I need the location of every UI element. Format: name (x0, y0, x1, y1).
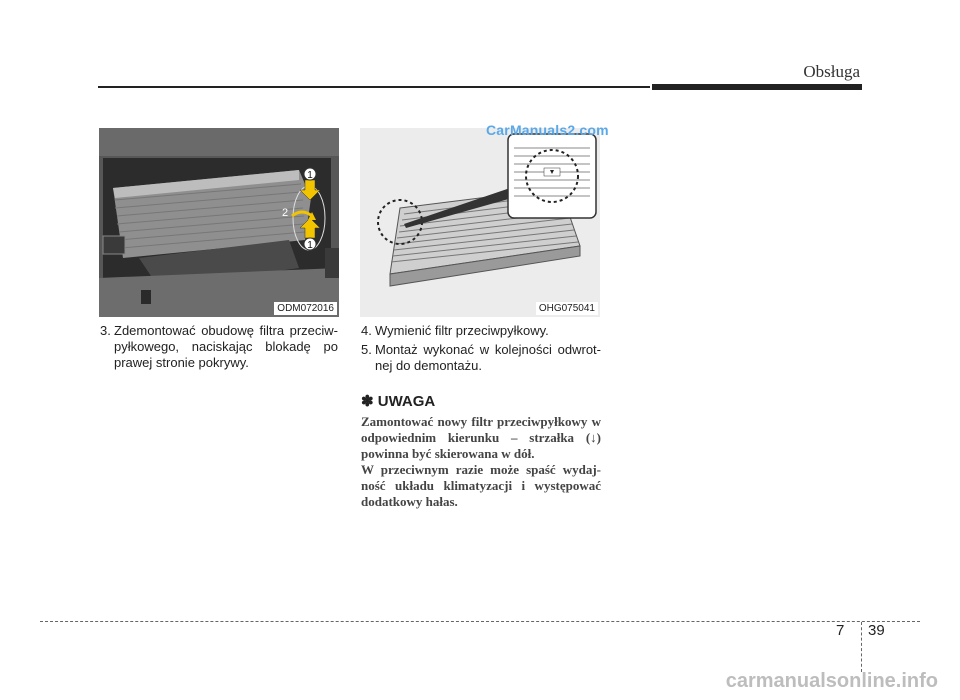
header-rule (98, 86, 650, 88)
page-number: 39 (868, 622, 885, 639)
footer-rule (40, 621, 920, 622)
callout-2: 2 (281, 207, 289, 219)
note-title: UWAGA (377, 393, 436, 410)
note-heading (361, 392, 435, 410)
figure-cabin-filter (360, 128, 600, 317)
note-paragraph: Zamontować nowy filtr przeciwpyłkowy w odpowiednim kierunku – strzałka (↓) powinna być skierowana w dół. (361, 414, 601, 461)
note-paragraph: W przeciwnym razie może spaść wydaj-ność układu klimatyzacji i występować dodatkowy hałas. (361, 462, 601, 509)
step-number: 5. (361, 342, 372, 357)
chapter-number: 7 (836, 622, 845, 639)
figure-caption: ODM072016 (274, 302, 337, 315)
step-4 (361, 323, 601, 341)
step-text: Zdemontować obudowę filtra przeciw-pyłkowego, naciskając blokadę po prawej stronie pokrywy. (114, 323, 338, 370)
step-number: 3. (100, 323, 111, 338)
note-symbol-icon: ✽ (361, 393, 374, 410)
header-bar (652, 84, 862, 90)
note-body (361, 414, 601, 510)
figure-caption: OHG075041 (536, 302, 598, 315)
svg-text:1: 1 (307, 240, 313, 251)
step-5 (361, 342, 601, 376)
watermark-bottom: carmanualsonline.info (725, 670, 938, 692)
step-3 (100, 323, 340, 373)
svg-text:1: 1 (307, 170, 313, 181)
cabin-filter-illustration (360, 128, 600, 317)
watermark-top: CarManuals2.com (486, 122, 609, 138)
filter-housing-illustration (99, 128, 339, 317)
figure-filter-housing (99, 128, 339, 317)
step-number: 4. (361, 323, 372, 338)
step-text: Montaż wykonać w kolejności odwrot-nej do demontażu. (375, 342, 601, 373)
footer-divider (861, 622, 862, 672)
section-title: Obsługa (803, 62, 860, 81)
step-text: Wymienić filtr przeciwpyłkowy. (375, 323, 549, 338)
